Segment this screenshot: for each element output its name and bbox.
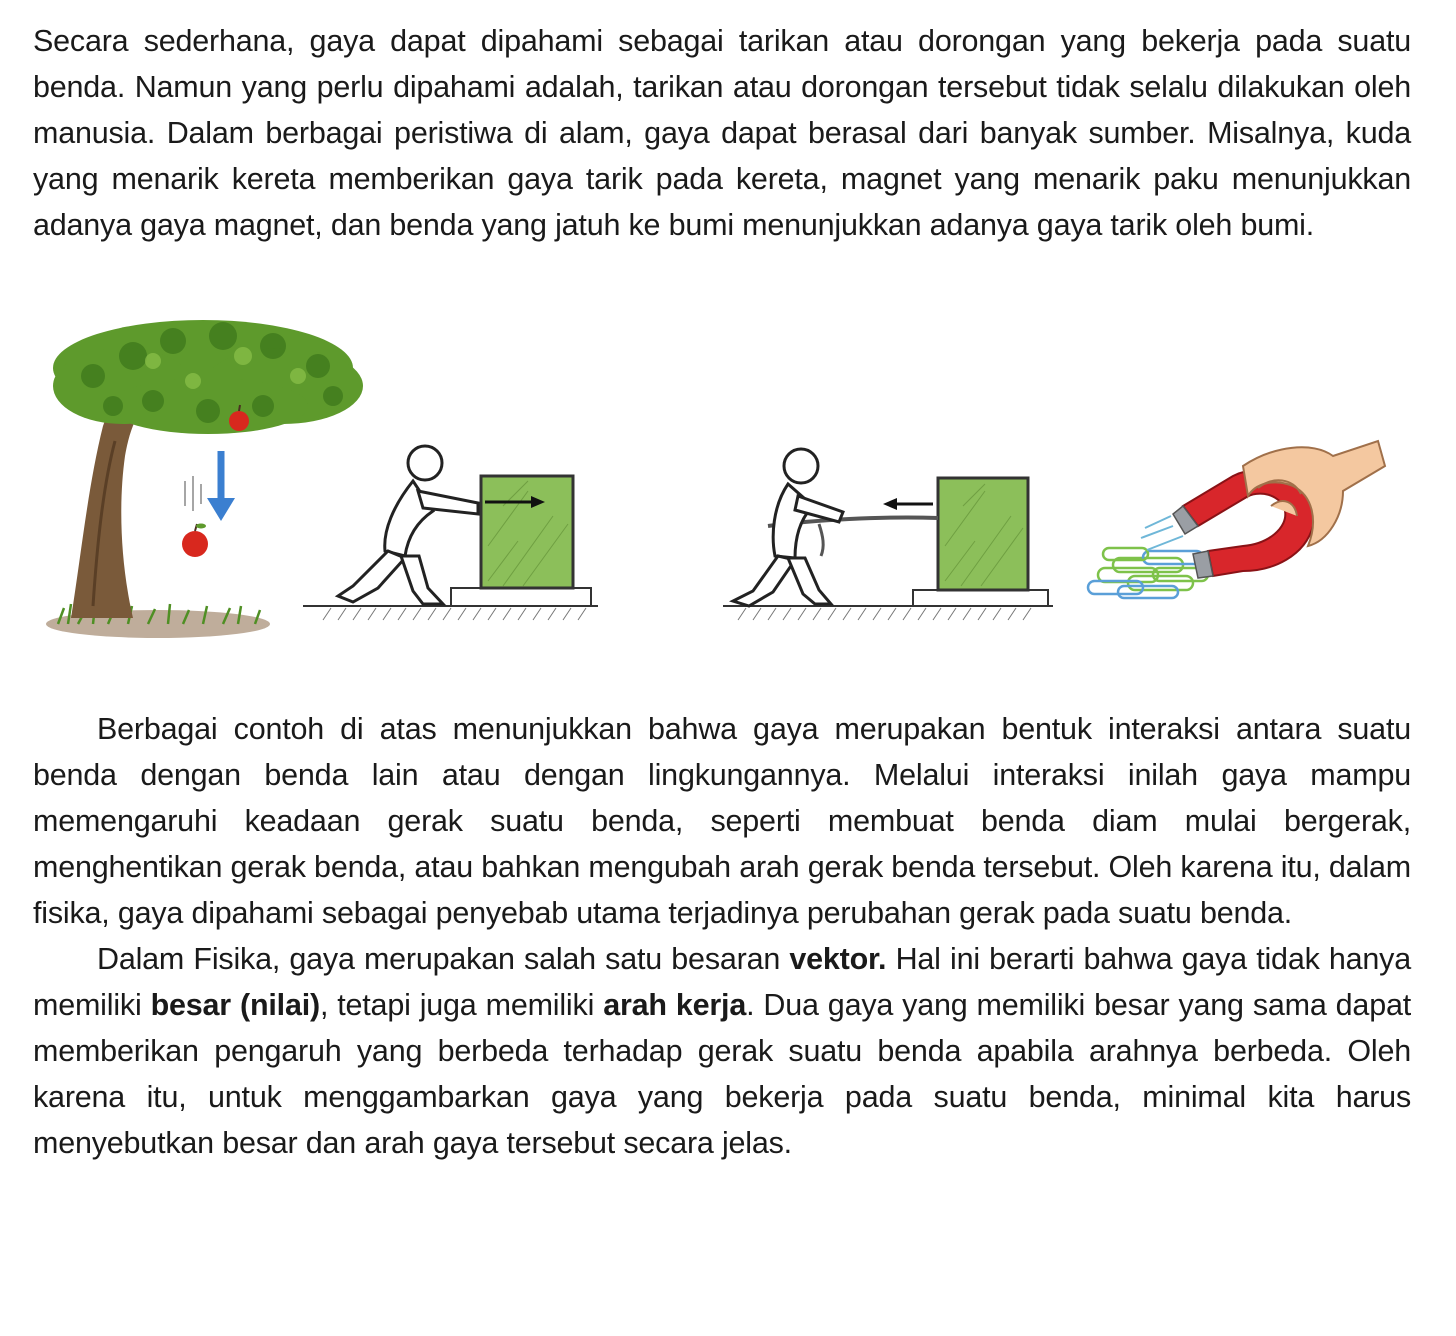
gravity-arrow-icon xyxy=(207,451,235,521)
term-vektor: vektor. xyxy=(789,942,887,976)
paragraph-vector-text-1: Dalam Fisika, gaya merupakan salah satu besaran xyxy=(97,942,790,976)
pull-arrow-icon xyxy=(883,498,933,510)
paragraph-interaction: Berbagai contoh di atas menunjukkan bahwa gaya merupakan bentuk interaksi antara suatu benda dengan benda lain atau dengan lingkungannya. Melalui interaksi inilah gaya mampu memengaruhi keadaan gerak suatu benda, seperti membuat benda diam mulai bergerak, menghentikan gerak benda, atau bahkan mengubah arah gerak benda tersebut. Oleh karena itu, dalam fisika, gaya dipahami sebagai penyebab utama terjadinya perubahan gerak pada suatu benda. xyxy=(33,712,1411,930)
magnet-illustration xyxy=(1088,441,1385,598)
force-examples-figure xyxy=(33,306,1411,646)
paragraph-intro: Secara sederhana, gaya dapat dipahami sebagai tarikan atau dorongan yang bekerja pada suatu benda. Namun yang perlu dipahami adalah, tarikan atau dorongan tersebut tidak selalu dilakukan oleh manusia. Dalam berbagai peristiwa di alam, gaya dapat berasal dari banyak sumber. Misalnya, kuda yang menarik kereta memberikan gaya tarik pada kereta, magnet yang menarik paku menunjukkan adanya gaya magnet, dan benda yang jatuh ke bumi menunjukkan adanya gaya tarik oleh bumi. xyxy=(33,24,1411,242)
pulling-illustration xyxy=(723,449,1053,620)
hanging-apple-icon xyxy=(229,411,249,431)
falling-apple-icon xyxy=(182,531,208,557)
paperclips-icon xyxy=(1088,548,1208,598)
apple-tree-illustration xyxy=(46,320,363,638)
paragraph-vector-text-4: . Dua gaya yang memiliki besar yang sama dapat memberikan pengaruh yang berbeda terhadap gerak suatu benda apabila arahnya berbeda. Oleh karena itu, untuk menggambarkan gaya yang bekerja pada suatu benda, minimal kita harus menyebutkan besar dan arah gaya tersebut secara jelas. xyxy=(33,988,1411,1160)
pushing-illustration xyxy=(303,446,598,620)
paragraph-vector-text-2: Hal ini berarti bahwa gaya tidak hanya memiliki xyxy=(33,942,1411,1022)
pulled-box xyxy=(938,478,1028,590)
term-arah-kerja: arah kerja xyxy=(603,988,747,1022)
document-page xyxy=(33,18,1411,1166)
term-besar-nilai: besar (nilai) xyxy=(150,988,320,1022)
paragraph-vector xyxy=(33,936,1411,1166)
paragraph-vector-text-3: , tetapi juga memiliki xyxy=(319,988,604,1022)
